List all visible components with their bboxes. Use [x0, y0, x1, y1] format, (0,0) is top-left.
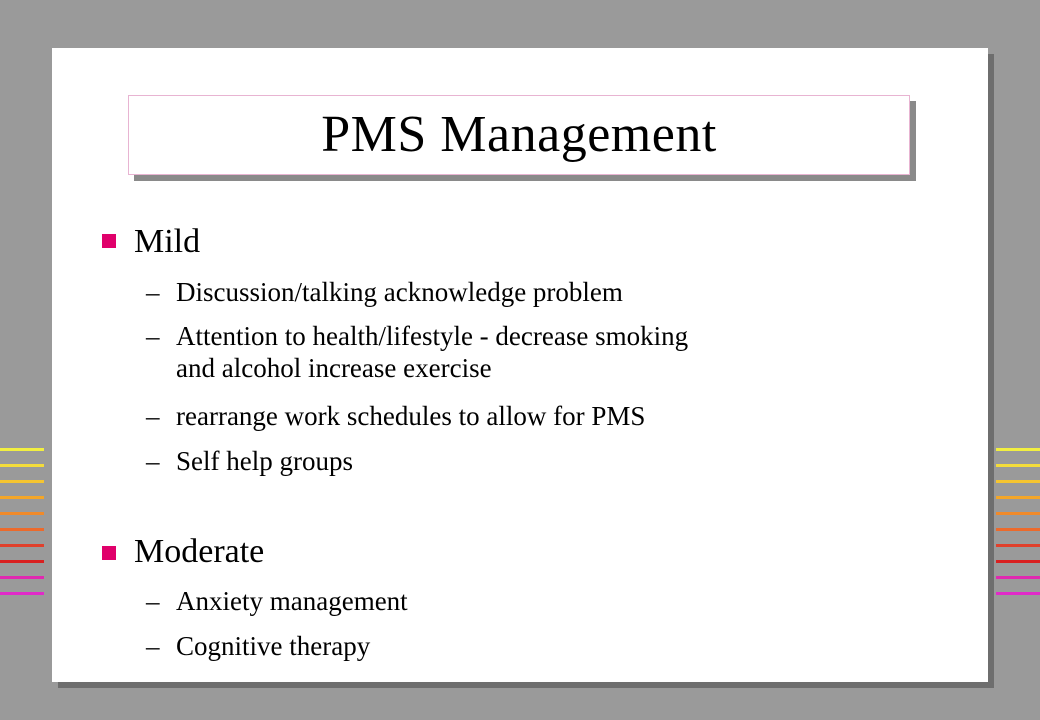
stripe — [0, 496, 44, 499]
list-item — [146, 630, 370, 662]
stripe — [0, 464, 44, 467]
stripe — [0, 480, 44, 483]
list-item-text: Anxiety management — [176, 586, 408, 616]
bullet-square-icon — [102, 546, 116, 560]
right-stripe-decoration — [996, 448, 1040, 608]
dash-marker: – — [146, 586, 160, 616]
dash-marker: – — [146, 631, 160, 661]
section-heading-moderate: Moderate — [134, 533, 265, 570]
dash-marker: – — [146, 401, 160, 431]
slide-title: PMS Management — [321, 106, 717, 163]
list-item — [146, 276, 623, 308]
dash-marker: – — [146, 446, 160, 476]
stripe — [0, 592, 44, 595]
stripe — [0, 448, 44, 451]
section-heading-mild: Mild — [134, 223, 201, 260]
stripe — [0, 560, 44, 563]
title-box — [128, 95, 910, 175]
list-item-text: Self help groups — [176, 446, 353, 476]
list-item — [146, 320, 688, 384]
stripe — [996, 576, 1040, 579]
stripe — [996, 512, 1040, 515]
bullet-square-icon — [102, 234, 116, 248]
stripe — [996, 464, 1040, 467]
stripe — [0, 512, 44, 515]
stripe — [996, 496, 1040, 499]
list-item-text: rearrange work schedules to allow for PMS — [176, 401, 646, 431]
stripe — [0, 544, 44, 547]
left-stripe-decoration — [0, 448, 44, 608]
dash-marker: – — [146, 277, 160, 307]
stripe — [996, 592, 1040, 595]
list-item — [146, 400, 645, 432]
list-item-text: Attention to health/lifestyle - decrease smoking — [176, 321, 689, 351]
stripe — [996, 480, 1040, 483]
list-item-text: Cognitive therapy — [176, 631, 371, 661]
list-item-continuation: and alcohol increase exercise — [176, 353, 492, 383]
dash-marker: – — [146, 321, 160, 351]
stripe — [996, 560, 1040, 563]
list-item — [146, 585, 408, 617]
stripe — [996, 448, 1040, 451]
list-item-text: Discussion/talking acknowledge problem — [176, 277, 623, 307]
stripe — [996, 544, 1040, 547]
list-item — [146, 445, 353, 477]
stripe — [0, 576, 44, 579]
stripe — [0, 528, 44, 531]
stripe — [996, 528, 1040, 531]
